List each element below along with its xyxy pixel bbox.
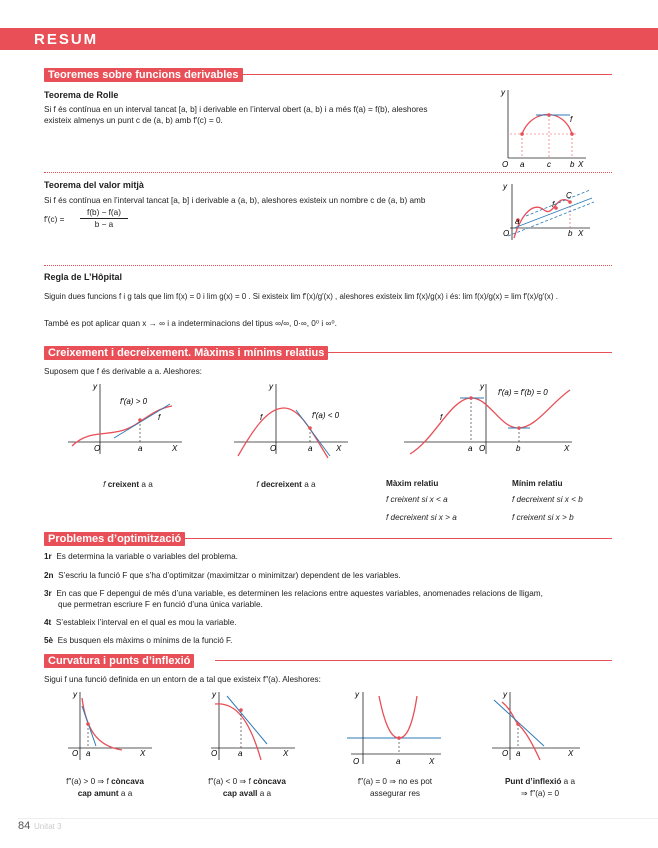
rolle-b-label: b (570, 160, 575, 169)
max-line-2: f decreixent si x > a (386, 513, 457, 522)
section-title-monotonicity: Creixement i decreixement. Màxims i mínims relatius (44, 346, 328, 360)
g3-f-label: f (440, 413, 443, 422)
section-rule (184, 538, 612, 539)
hopital-line-2: També es pot aplicar quan x → ∞ i a indeterminacions del tipus ∞/∞, 0·∞, 0⁰ i ∞⁰. (44, 319, 337, 328)
g2-a-label: a (308, 444, 313, 453)
divider (44, 265, 612, 266)
mvt-y-label: y (503, 182, 507, 191)
increasing-graph (62, 380, 192, 460)
rolle-graph (498, 86, 590, 168)
step-3-continued: que permetran escriure F en funció d’una única variable. (58, 600, 263, 609)
g1-o-label: O (94, 444, 101, 453)
max-line-1: f creixent si x < a (386, 495, 448, 504)
c3-o-label: O (353, 757, 360, 766)
mean-value-graph (498, 178, 598, 260)
step-1: 1r Es determina la variable o variables del problema. (44, 552, 238, 561)
mvt-x-label: X (578, 229, 584, 238)
c3-a-label: a (396, 757, 401, 766)
min-title: Mínim relatiu (512, 479, 563, 488)
rolle-line-1: Si f és contínua en un interval tancat [a, b] i derivable en l’interval obert (a, b) i a més f(a) = f(b), aleshores (44, 105, 428, 114)
c3-y-label: y (355, 690, 359, 699)
rolle-a-label: a (520, 160, 525, 169)
increasing-caption: f creixent a a (103, 480, 153, 489)
g2-derivative-label: f′(a) < 0 (312, 411, 340, 420)
section-title-derivable-theorems: Teoremes sobre funcions derivables (44, 68, 243, 82)
step-5: 5è Es busquen els màxims o mínims de la funció F. (44, 636, 233, 645)
c1-a-label: a (86, 749, 91, 758)
g1-x-label: X (172, 444, 178, 453)
g3-y-label: y (480, 382, 484, 391)
c4-o-label: O (502, 749, 509, 758)
g2-x-label: X (336, 444, 342, 453)
concave-down-graph (205, 688, 305, 764)
c2-a-label: a (238, 749, 243, 758)
c1-x-label: X (140, 749, 146, 758)
page-number: 84 (18, 820, 31, 832)
section-title-optimization: Problemes d’optimització (44, 532, 185, 546)
concave-down-caption-1: f″(a) < 0 ⇒ f còncava (208, 777, 286, 786)
rolle-y-label: y (501, 88, 505, 97)
summary-banner (0, 28, 658, 50)
mvt-f-label: f (552, 200, 555, 209)
section-rule (215, 660, 612, 661)
c1-o-label: O (72, 749, 79, 758)
g3-o-label: O (479, 444, 486, 453)
mean-value-title: Teorema del valor mitjà (44, 180, 144, 190)
section-title-curvature: Curvatura i punts d’inflexió (44, 654, 194, 668)
hopital-title: Regla de L’Hôpital (44, 272, 123, 282)
mean-value-numerator: f(b) − f(a) (80, 208, 128, 219)
decreasing-caption: f decreixent a a (256, 480, 316, 489)
extrema-graph (400, 380, 580, 460)
step-4: 4t S’estableix l’interval en el qual es mou la variable. (44, 618, 237, 627)
concave-up-caption-2: cap amunt a a (77, 789, 133, 798)
mvt-c-label: C (566, 191, 572, 200)
c3-x-label: X (429, 757, 435, 766)
g2-y-label: y (269, 382, 273, 391)
g1-f-label: f (158, 413, 161, 422)
c4-x-label: X (568, 749, 574, 758)
zero-second-caption-1: f″(a) = 0 ⇒ no es pot (357, 777, 433, 786)
divider (44, 172, 612, 173)
concave-up-graph (62, 688, 162, 764)
c4-y-label: y (503, 690, 507, 699)
concave-down-caption-2: cap avall a a (222, 789, 272, 798)
g2-o-label: O (270, 444, 277, 453)
section-rule (236, 74, 612, 75)
c1-y-label: y (73, 690, 77, 699)
mvt-o-label: O (503, 229, 510, 238)
g3-derivative-label: f′(a) = f′(b) = 0 (498, 388, 548, 397)
g1-a-label: a (138, 444, 143, 453)
rolle-title: Teorema de Rolle (44, 90, 119, 100)
zero-second-caption-2: assegurar res (369, 789, 421, 798)
zero-second-derivative-graph (345, 688, 445, 768)
concave-up-caption-1: f″(a) > 0 ⇒ f còncava (66, 777, 144, 786)
inflection-caption-2: ⇒ f″(a) = 0 (520, 789, 560, 798)
curvature-intro: Sigui f una funció definida en un entorn de a tal que existeix f″(a). Aleshores: (44, 675, 321, 684)
mean-value-line-1: Si f és contínua en l’interval tancat [a, b] i derivable a (a, b), aleshores existeix un nombre c de (a, b) amb (44, 196, 426, 205)
mvt-a-label: a (515, 217, 520, 226)
g1-derivative-label: f′(a) > 0 (120, 397, 148, 406)
inflection-caption-1: Punt d’inflexió a a (504, 777, 576, 786)
rolle-f-label: f (570, 115, 573, 124)
step-2: 2n S’escriu la funció F que s’ha d’optimitzar (maximitzar o minimitzar) dependent de les variables. (44, 571, 401, 580)
footer-rule (18, 818, 658, 819)
step-3: 3r En cas que F depengui de més d’una variable, es determinen les relacions entre aquestes variables, anomenades relacions de lligam, (44, 589, 543, 598)
unit-label: Unitat 3 (34, 822, 62, 831)
g2-f-label: f (260, 413, 263, 422)
inflection-point-graph (488, 688, 588, 764)
section-rule (327, 352, 612, 353)
g3-a-label: a (468, 444, 473, 453)
c2-x-label: X (283, 749, 289, 758)
min-line-1: f decreixent si x < b (512, 495, 583, 504)
c2-y-label: y (212, 690, 216, 699)
banner-title: RESUM (34, 31, 99, 48)
g3-x-label: X (564, 444, 570, 453)
monotonicity-intro: Suposem que f és derivable a a. Aleshores: (44, 367, 202, 376)
c2-o-label: O (211, 749, 218, 758)
rolle-x-label: X (578, 160, 584, 169)
mvt-b-label: b (568, 229, 573, 238)
mean-value-lhs: f′(c) = (44, 215, 65, 224)
hopital-line-1: Siguin dues funcions f i g tals que lim f(x) = 0 i lim g(x) = 0 . Si existeix lim f′(x)/g′(x) , aleshores existeix lim f(x)/g(x) i és: lim f(x)/g(x) = lim f′(x)/g′(x) . (44, 292, 558, 301)
g3-b-label: b (516, 444, 521, 453)
g1-y-label: y (93, 382, 97, 391)
c4-a-label: a (516, 749, 521, 758)
decreasing-graph (228, 380, 358, 460)
max-title: Màxim relatiu (386, 479, 439, 488)
min-line-2: f creixent si x > b (512, 513, 574, 522)
rolle-c-label: c (547, 160, 551, 169)
mean-value-denominator: b − a (94, 220, 114, 229)
rolle-line-2: existeix almenys un punt c de (a, b) amb f′(c) = 0. (44, 116, 223, 125)
rolle-o-label: O (502, 160, 509, 169)
